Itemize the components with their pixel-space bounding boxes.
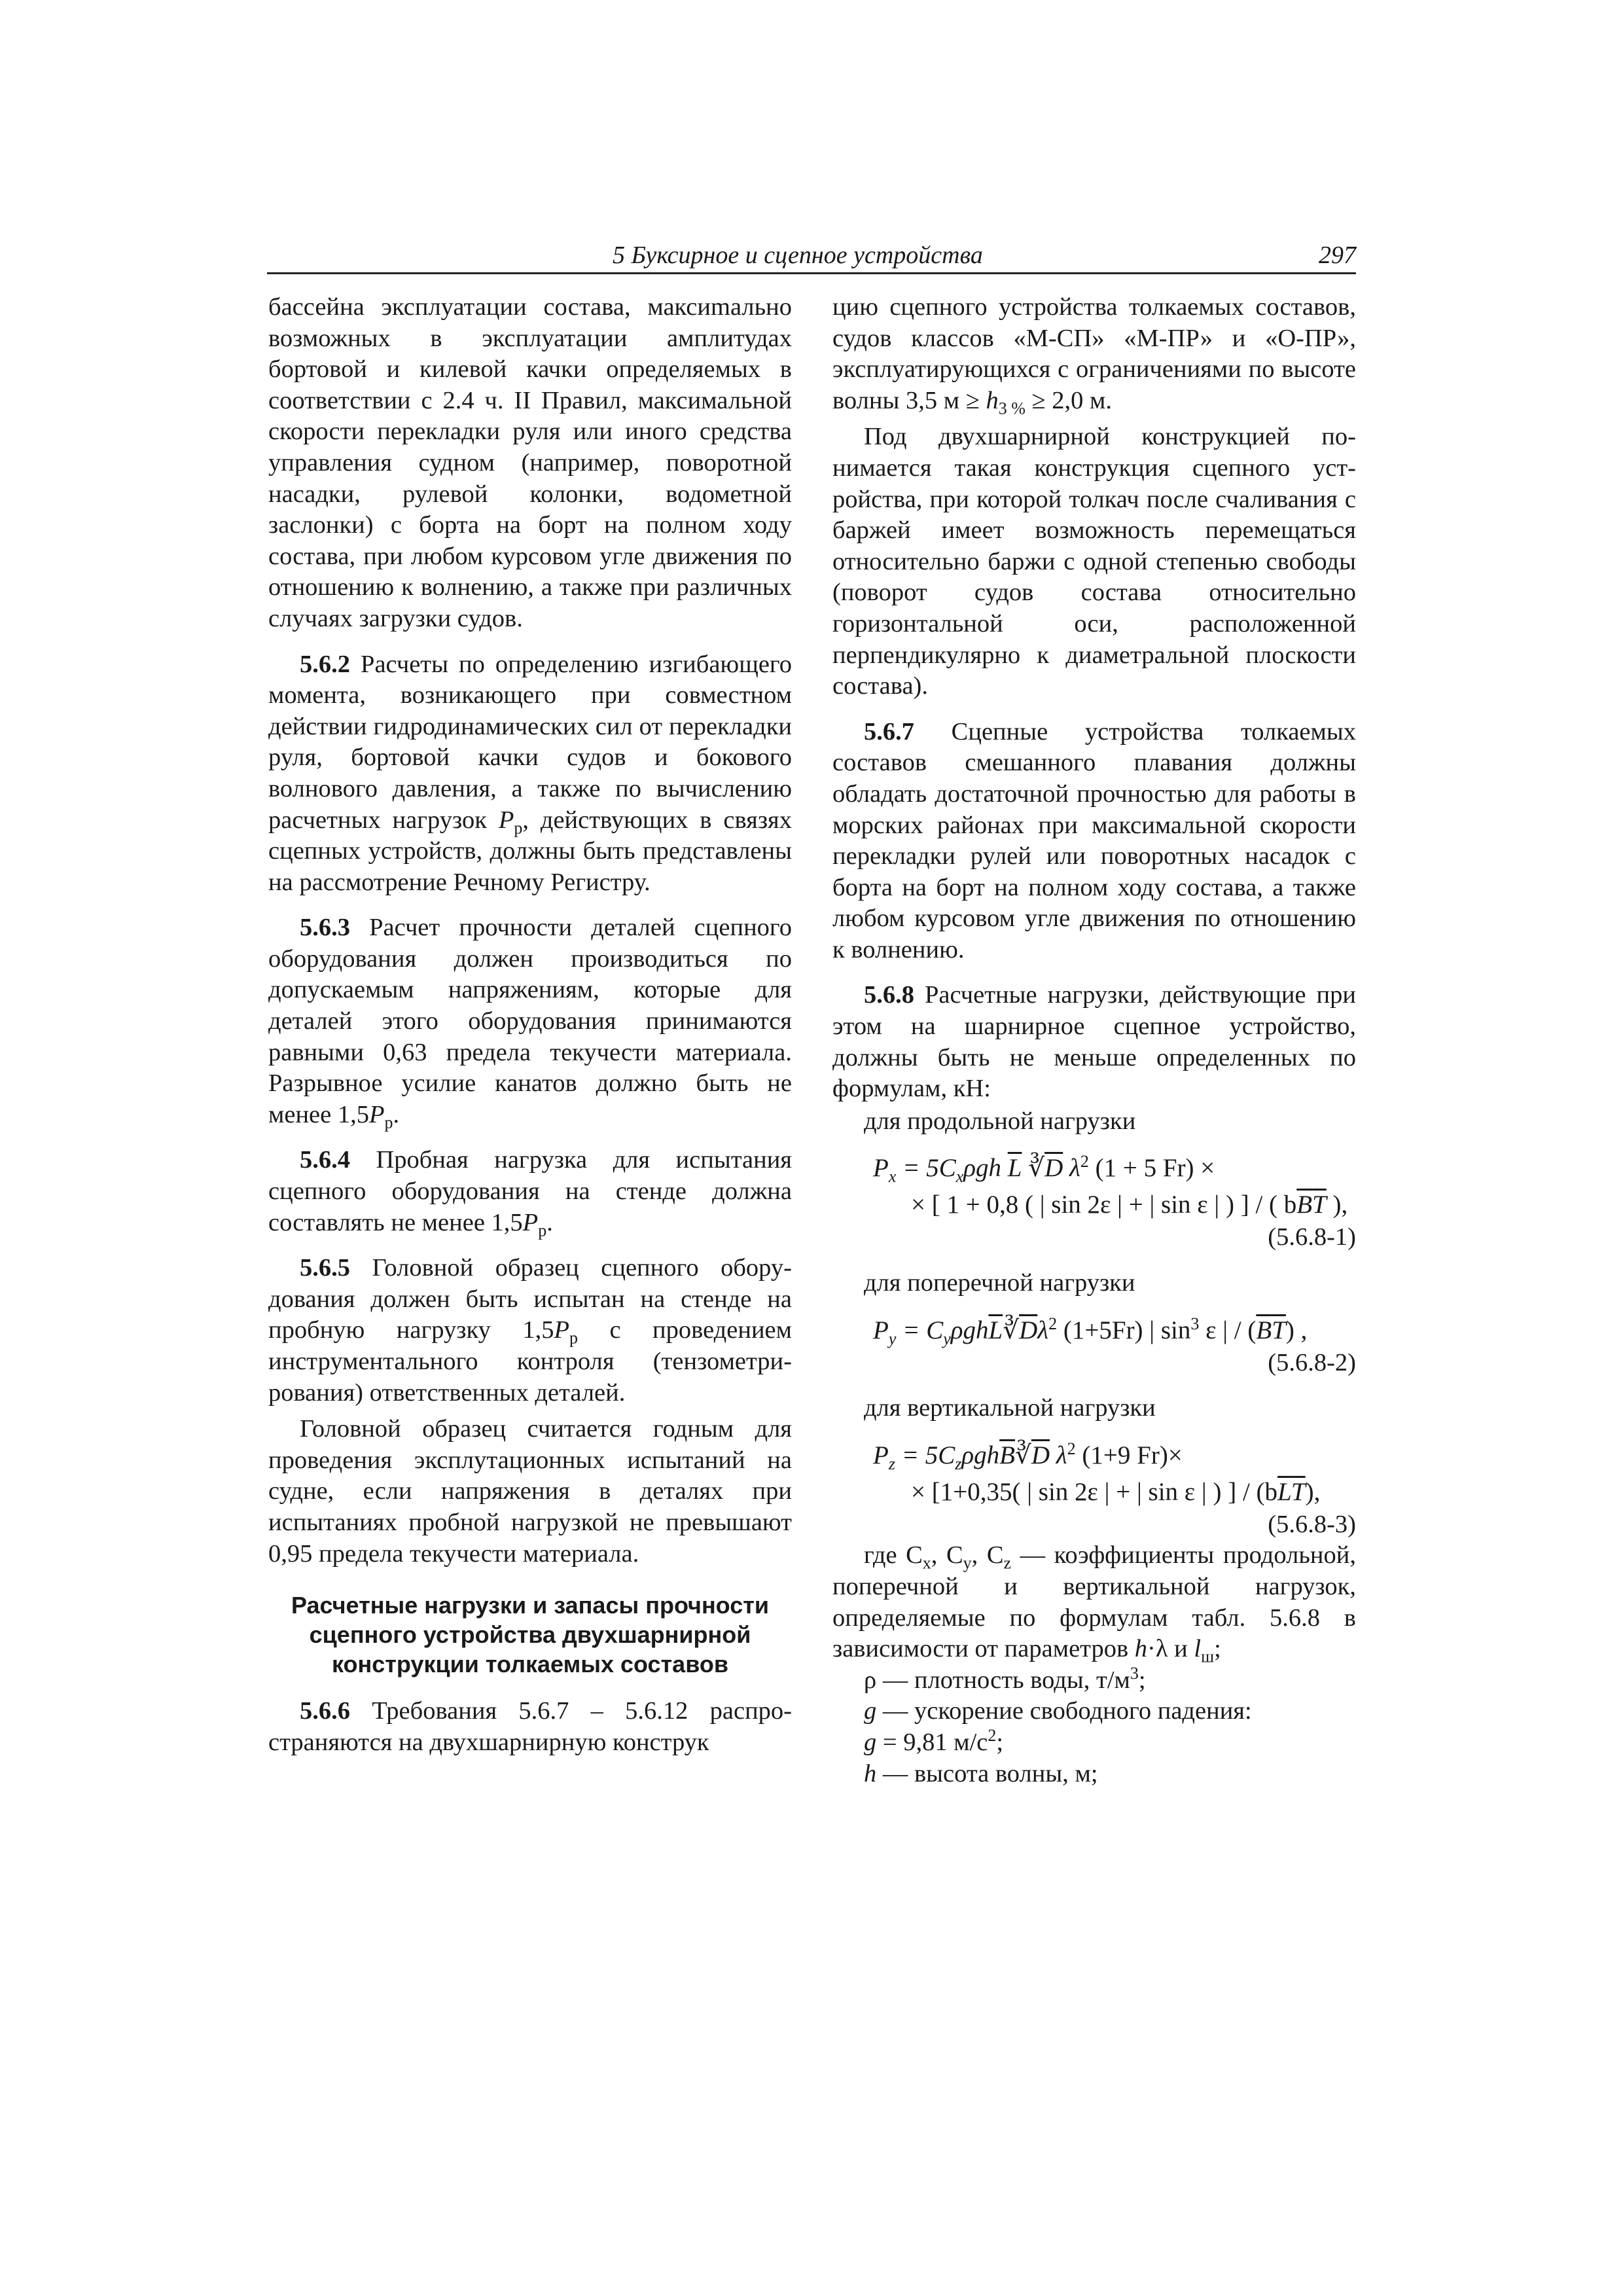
clause-number: 5.6.7	[864, 717, 914, 745]
clause-5-6-6: 5.6.6 Требования 5.6.7 – 5.6.12 распространяются на двухшарнирную конструк	[268, 1697, 792, 1756]
clause-5-6-8: 5.6.8 Расчетные нагрузки, действующие при этом на шарнирное сцепное устройство, должны быть не меньше определенных по формулам, кН:	[832, 981, 1356, 1103]
formula-pz-line2: × [1+0,35( | sin 2ε | + | sin ε | ) ] / $(b\overline{L}\overline{T})$,	[911, 1477, 1321, 1506]
formula-px-line2: × [ 1 + 0,8 ( | sin 2ε | + | sin ε | ) ] / ( $b\overline{B}\overline{T}$ ),	[911, 1191, 1348, 1219]
definition-coefficients: где $C_x$, $C_y$, $C_z$ — коэффициенты продольной, поперечной и вертикальной нагрузок, определяемые по формулам табл. 5.6.8 в зависимости от параметров h·λ и $l_ш$;	[832, 1541, 1356, 1666]
equation-number: (5.6.8-2)	[1268, 1348, 1356, 1376]
formula-pz-line1: $P_z$ = $5C_z\rho gh\overline{B}∛\overline{D}$ $\lambda^2$ (1+9 Fr)×	[873, 1439, 1183, 1473]
clause-number: 5.6.3	[300, 914, 350, 942]
clause-5-6-7: 5.6.7 Сцепные устройства толкаемых составов смешанного плавания должны обладать достаточной прочностью для работы в морских районах при максимальной скорости перекладки рулей или поворотных насадок с борта на борт на полном ходу состава, а также любом курсовом угле движения по отношению к волнению.	[832, 717, 1356, 963]
clause-5-6-3: 5.6.3 Расчет прочности деталей сцепного оборудования должен производиться по допускаемым напряжениям, которые для деталей этого оборудования принимаются равными 0,63 предела текучести материала. Разрывное усилие канатов должно быть не менее $1,5P_р$.	[268, 914, 793, 1132]
clause-5-6-2: 5.6.2 Расчеты по определению изгибающего момента, возникающего при совместном действии гидродинамических сил от перекладки руля, бортовой качки судов и бокового волнового давления, а также по вычислению расчетных нагрузок $P_р$, действующих в связях сцепных устройств, должны быть представлены на рассмотрение Речному Регистру.	[268, 650, 793, 896]
clause-number: 5.6.8	[864, 981, 914, 1009]
clause-5-6-5: 5.6.5 Головной образец сцепного оборудования должен быть испытан на стенде на пробную нагрузку $1,5P_р$ с проведением инструментального контроля (тензометрирования) ответственных деталей.	[268, 1254, 792, 1407]
formula-px-line1: $P_x = 5C_x\rho gh$ $\overline{L}$ $∛\overline{D}$ $\lambda^2$ (1 + 5 Fr) ×	[873, 1152, 1215, 1187]
clause-number: 5.6.2	[300, 650, 350, 678]
equation-number: (5.6.8-3)	[1268, 1510, 1356, 1538]
definition-g-value: g = 9,81 $м/с^2$;	[864, 1726, 1004, 1756]
clause-number: 5.6.6	[300, 1697, 350, 1725]
paragraph-prototype: Головной образец считается годным для проведения эксплутационных испытаний на судне, если напряжения в деталях при испытаниях пробной нагрузкой не превышают 0,95 предела текучести материала.	[268, 1415, 792, 1568]
definition-g: g — ускорение свободного падения:	[864, 1697, 1252, 1725]
paragraph-continued: цию сцепного устройства толкаемых составов, судов классов «М-СП» «М-ПР» и «О-ПР», эксплуатирующихся с ограничениями по высоте волны 3,5 $м \ge h_{3 \%} \ge 2,0$ м.	[832, 293, 1356, 418]
paragraph-definition: Под двухшарнирной конструкцией понимается такая конструкция сцепного устройства, при которой толкач после счаливания с баржей имеет возможность перемещаться относительно баржи с одной степенью свободы (поворот судов состава относительно горизонтальной оси, расположенной перпендикулярно к диаметральной плоскости состава).	[832, 423, 1356, 700]
running-title: 5 Буксирное и сцепное устройства	[613, 242, 983, 269]
left-column	[268, 292, 792, 1772]
definition-h: h — высота волны, м;	[864, 1759, 1098, 1787]
right-column	[832, 292, 1356, 1789]
page-number: 297	[1319, 242, 1356, 269]
clause-5-6-4: 5.6.4 Пробная нагрузка для испытания сцепного оборудования на стенде должна составлять не менее $1,5P_р$.	[268, 1146, 793, 1240]
label-transverse: для поперечной нагрузки	[864, 1269, 1135, 1297]
paragraph-continued: бассейна эксплуатации состава, максиmально возможных в эксплуатации амплитудах бортовой и килевой качки определяемых в соответствии с 2.4 ч. II Правил, максимальной скорости перекладки руля или иного средства управления судном (например, поворотной насадки, рулевой колонки, водометной заслонки) с борта на борт на полном ходу состава, при любом курсовом угле движения по отношению к волнению, а также при различных случаях загрузки судов.	[268, 293, 792, 632]
section-subheading: Расчетные нагрузки и запасы прочности сцепного устройства двухшарнирной конструкции толкаемых составов	[291, 1592, 769, 1678]
clause-number: 5.6.5	[300, 1254, 350, 1282]
formula-py: $P_y$ = $C_y\rho gh\overline{L}∛\overline{D}\lambda^2$ (1+5Fr) | $\sin^3 \varepsilon$ | / $(\overline{B}\overline{T})$ ,	[873, 1314, 1308, 1348]
label-vertical: для вертикальной нагрузки	[864, 1394, 1156, 1422]
symbol-definitions	[832, 1540, 1356, 1789]
definition-rho: ρ — плотность воды, $т/м^3$;	[864, 1663, 1146, 1694]
clause-number: 5.6.4	[300, 1146, 350, 1174]
label-longitudinal: для продольной нагрузки	[864, 1107, 1136, 1135]
running-header	[267, 236, 1356, 274]
equation-number: (5.6.8-1)	[1268, 1223, 1356, 1251]
